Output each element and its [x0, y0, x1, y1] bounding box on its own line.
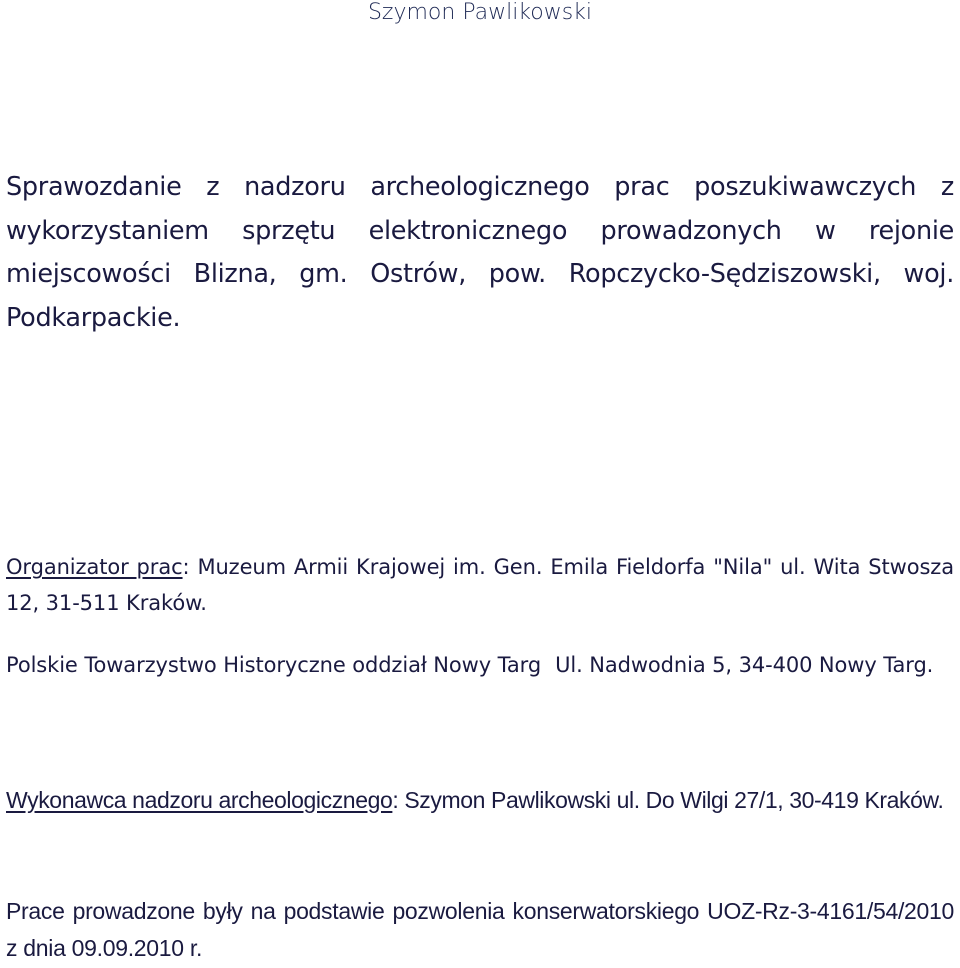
permit-paragraph: Prace prowadzone były na podstawie pozwolenia konserwatorskiego UOZ-Rz-3-4161/54/2010 z dnia 09.09.2010 r.	[6, 898, 954, 961]
society-paragraph	[6, 647, 954, 683]
contractor-colon: :	[392, 787, 399, 813]
contractor-paragraph	[6, 782, 954, 819]
report-title: Sprawozdanie z nadzoru archeologicznego prac poszukiwawczych z wykorzystaniem sprzętu elektronicznego prowadzonych w rejonie miejscowości Blizna, gm. Ostrów, pow. Ropczycko-Sędziszowski, woj. Podkarpackie.	[6, 172, 954, 333]
organizer-text: Muzeum Armii Krajowej im. Gen. Emila Fieldorfa "Nila" ul. Wita Stwosza 12, 31-511 Kraków.	[6, 555, 954, 615]
society-address: Ul. Nadwodnia 5, 34-400 Nowy Targ.	[555, 653, 934, 677]
contractor-label: Wykonawca nadzoru archeologicznego	[6, 787, 393, 813]
society-name: Polskie Towarzystwo Historyczne oddział Nowy Targ	[6, 653, 542, 677]
organizer-paragraph	[6, 549, 954, 621]
author-header: Szymon Pawlikowski	[367, 0, 593, 25]
organizer-colon: :	[182, 555, 190, 579]
organizer-label: Organizator prac	[6, 555, 183, 579]
contractor-text: Szymon Pawlikowski ul. Do Wilgi 27/1, 30-419 Kraków.	[398, 787, 944, 813]
